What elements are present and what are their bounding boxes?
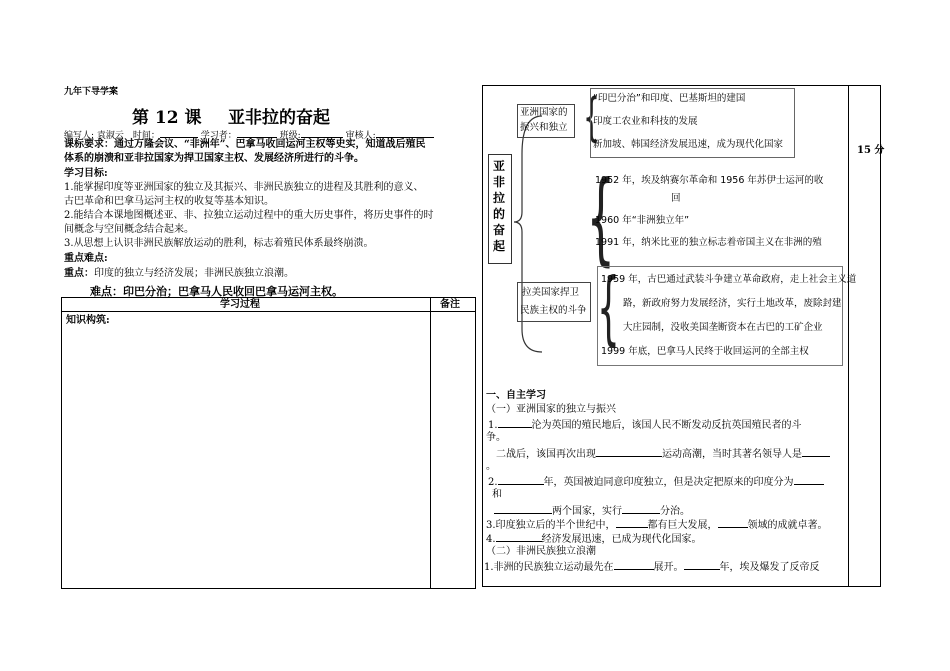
asia-subsection-title: （一）亚洲国家的独立与振兴 <box>486 404 616 415</box>
key-points-heading: 重点难点: <box>64 253 108 264</box>
question-2a: 2. 年，英国被迫同意印度独立，但是决定把原来的印度分为 <box>488 474 824 490</box>
asia-item-3: 新加坡、韩国经济发展迅速，成为现代化国家 <box>593 139 784 150</box>
study-process-table <box>61 297 476 589</box>
key-text: 印度的独立与经济发展；非洲民族独立浪潮。 <box>94 268 294 279</box>
blank-11[interactable] <box>614 559 654 570</box>
question-2c: 两个国家，实行 分治。 <box>494 503 690 519</box>
blank-3[interactable] <box>802 446 830 457</box>
objective-1a: 1.能掌握印度等亚洲国家的独立及其振兴、非洲民族独立的进程及其胜利的意义、 <box>64 182 424 193</box>
time-remark: 15 分 <box>857 145 885 156</box>
blank-12[interactable] <box>684 559 720 570</box>
study-process-header: 学习过程 <box>220 299 260 310</box>
latin-brace: { <box>596 261 620 354</box>
grade-label: 九年下导学案 <box>64 87 119 97</box>
diagram-root-label: 亚非拉的奋起 <box>493 159 506 253</box>
right-column-divider <box>848 85 849 587</box>
requirements-line-2: 体系的崩溃和亚非拉国家为捍卫国家主权、发展经济所进行的斗争。 <box>64 153 364 164</box>
difficulty-text: 印巴分治；巴拿马人民收回巴拿马运河主权。 <box>123 285 343 298</box>
class-label: 班级: <box>279 131 301 141</box>
table-header-divider <box>61 311 476 312</box>
compile-label: 编写人: 袁淑云 时间： <box>64 131 160 141</box>
question-4: 4. 经济发展迅速，已成为现代化国家。 <box>486 531 702 547</box>
lesson-number: 第 12 课 <box>132 108 202 128</box>
africa-item-3: 1991 年，纳米比亚的独立标志着帝国主义在非洲的殖 <box>595 237 822 248</box>
question-1c: 二战后，该国再次出现 运动高潮，当时其著名领导人是 <box>496 446 830 462</box>
blank-7[interactable] <box>622 503 660 514</box>
lesson-title: 亚非拉的奋起 <box>228 108 330 128</box>
question-5: 1.非洲的民族独立运动最先在 展开。 年，埃及爆发了反帝反 <box>484 559 820 575</box>
student-label: 学习者： <box>200 131 237 141</box>
latin-item-2: 1999 年底，巴拿马人民终于收回运河的全部主权 <box>601 346 809 357</box>
knowledge-diagram <box>485 86 857 386</box>
question-2b: 和 <box>492 489 502 500</box>
question-3: 3.印度独立后的半个世纪中， 都有巨大发展， 领域的成就卓著。 <box>486 517 828 533</box>
self-study-heading: 一、自主学习 <box>486 390 546 401</box>
remarks-header: 备注 <box>440 299 460 310</box>
blank-1[interactable] <box>498 417 532 428</box>
blank-10[interactable] <box>496 531 542 542</box>
objective-1b: 古巴革命和巴拿马运河主权的收复等基本知识。 <box>64 196 274 207</box>
asia-item-1: “印巴分治”和印度、巴基斯坦的建国 <box>593 93 746 104</box>
blank-4[interactable] <box>498 474 544 485</box>
key-points-line <box>64 267 294 281</box>
difficulty-label: 难点： <box>90 285 123 298</box>
blank-2[interactable] <box>596 446 662 457</box>
objective-2b: 间概念与空间概念结合起来。 <box>64 224 194 235</box>
blank-6[interactable] <box>494 503 552 514</box>
objectives-heading: 学习目标: <box>64 168 108 179</box>
africa-item-1: 1952 年，埃及纳赛尔革命和 1956 年苏伊士运河的收 <box>595 175 824 186</box>
objective-2a: 2.能结合本课地图概述亚、非、拉独立运动过程中的重大历史事件，将历史事件的时 <box>64 210 434 221</box>
latin-item-1: 1959 年，古巴通过武装斗争建立革命政府，走上社会主义道 <box>601 274 857 285</box>
blank-5[interactable] <box>794 474 824 485</box>
asia-label-1: 亚洲国家的 <box>520 107 568 118</box>
blank-8[interactable] <box>616 517 648 528</box>
asia-label-2: 振兴和独立 <box>520 122 568 133</box>
requirements-line-1: 课标要求：通过万隆会议、“非洲年”、巴拿马收回运河主权等史实，知道战后殖民 <box>64 139 426 150</box>
objective-3: 3.从思想上认识非洲民族解放运动的胜利，标志着殖民体系最终崩溃。 <box>64 238 374 249</box>
blank-9[interactable] <box>718 517 748 528</box>
latin-label-1: 拉美国家捍卫 <box>522 287 580 298</box>
reviewer-label: 审核人: <box>345 131 376 141</box>
asia-item-2: 印度工农业和科技的发展 <box>593 116 698 127</box>
table-column-divider <box>430 297 431 589</box>
latin-item-1b: 路，新政府努力发展经济，实行土地改革，废除封建 <box>623 298 842 309</box>
key-label: 重点： <box>64 268 94 279</box>
question-1c-end: 。 <box>486 461 496 472</box>
latin-item-1c: 大庄园制，没收美国垄断资本在古巴的工矿企业 <box>623 322 823 333</box>
knowledge-label: 知识构筑: <box>66 315 110 326</box>
africa-subsection-title: （二）非洲民族独立浪潮 <box>486 546 596 557</box>
question-1b: 争。 <box>486 432 506 443</box>
africa-item-1b: 回 <box>671 193 681 204</box>
question-1a: 1. 沦为英国的殖民地后，该国人民不断发动反抗英国殖民者的斗 <box>488 417 802 433</box>
africa-brace: { <box>586 159 616 276</box>
africa-item-2: 1960 年“非洲独立年” <box>595 215 690 226</box>
latin-label-2: 民族主权的斗争 <box>520 305 587 316</box>
asia-brace: { <box>583 88 600 148</box>
